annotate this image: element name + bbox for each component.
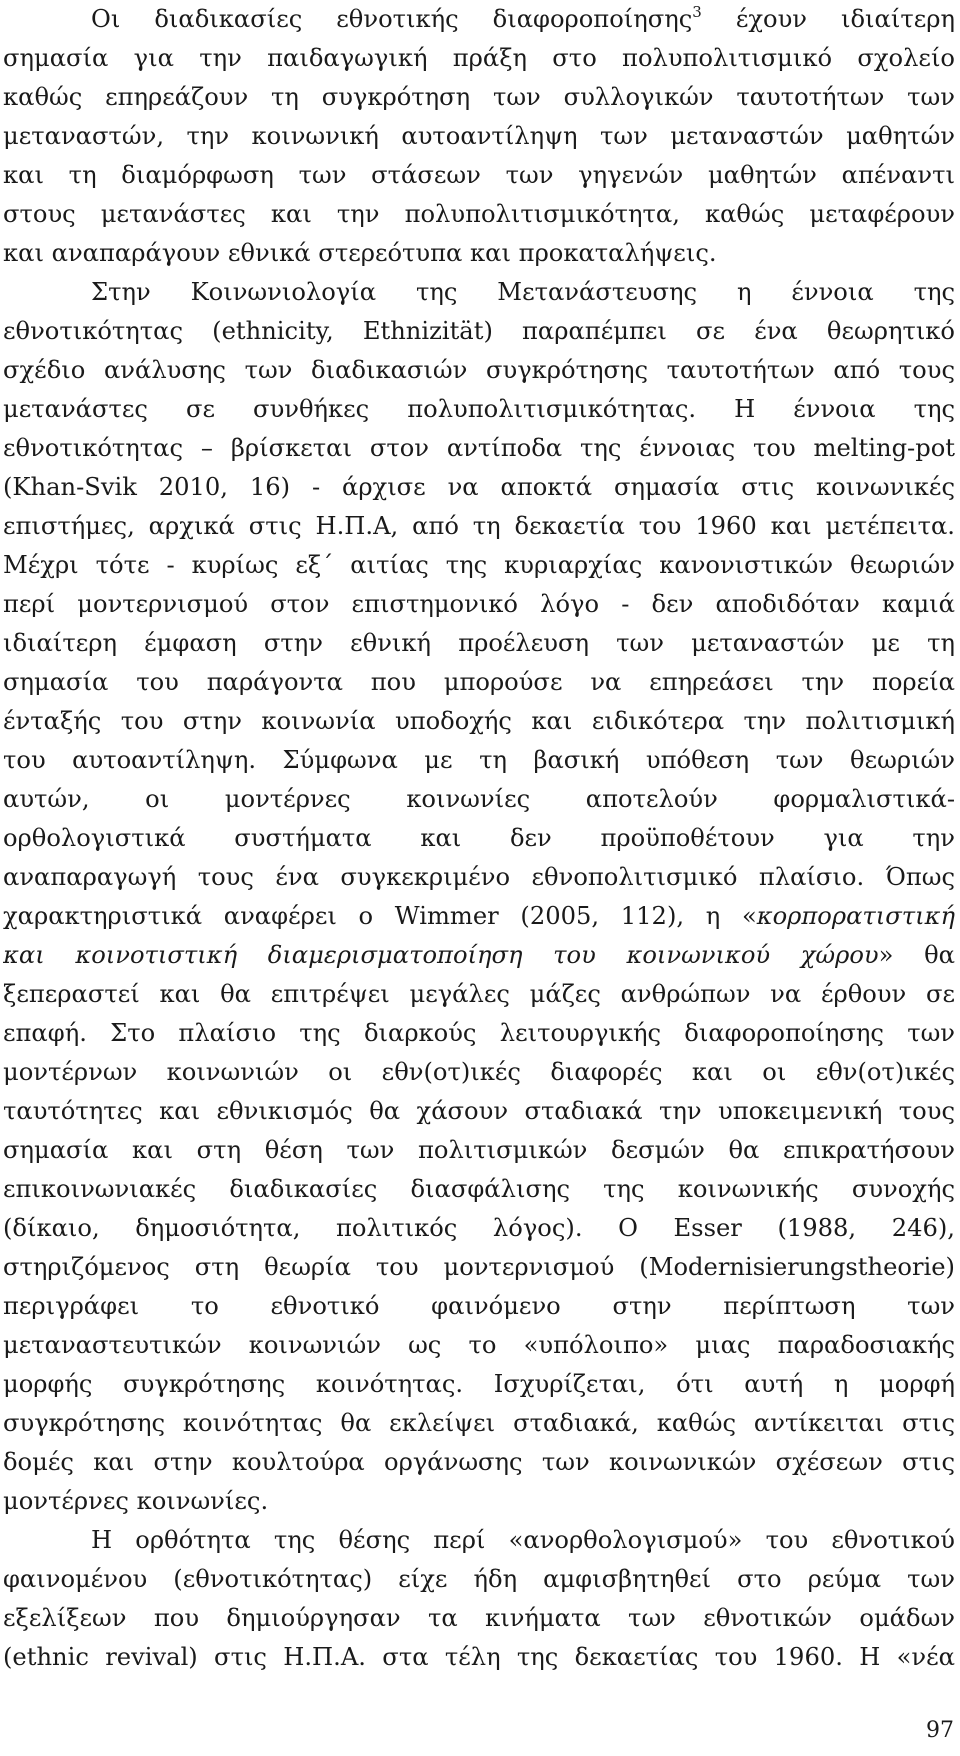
text-line: [3, 1443, 955, 1482]
text-line: [3, 936, 955, 975]
line-text: δομές και στην κουλτούρα οργάνωσης των κοινωνικών σχέσεων στις: [3, 1448, 955, 1476]
line-text: ξεπεραστεί και θα επιτρέψει μεγάλες μάζες ανθρώπων να έρθουν σε: [3, 980, 955, 1008]
line-text: επαφή. Στο πλαίσιο της διαρκούς λειτουργικής διαφοροποίησης των: [3, 1019, 955, 1047]
line-text: καθώς επηρεάζουν τη συγκρότηση των συλλογικών ταυτοτήτων των: [3, 83, 955, 111]
text-line: [3, 117, 955, 156]
text-line: [3, 624, 955, 663]
line-text: σημασία και στη θέση των πολιτισμικών δεσμών θα επικρατήσουν: [3, 1136, 955, 1164]
italic-quote: και κοινοτιστική διαμερισματοποίηση του κοινωνικού χώρου: [3, 941, 879, 969]
text-line: [3, 156, 955, 195]
text-line: [3, 1521, 955, 1560]
text-line: [3, 1599, 955, 1638]
text-line: [3, 351, 955, 390]
line-text: Η ορθότητα της θέσης περί «ανορθολογισμού» του εθνοτικού: [91, 1526, 955, 1554]
line-text: φαινομένου (εθνοτικότητας) είχε ήδη αμφισβητηθεί στο ρεύμα των: [3, 1565, 955, 1593]
line-text: Οι διαδικασίες εθνοτικής διαφοροποίησης: [91, 5, 693, 33]
text-line: [3, 1170, 955, 1209]
line-text: επιστήμες, αρχικά στις Η.Π.Α, από τη δεκαετία του 1960 και μετέπειτα.: [3, 512, 955, 540]
line-text: μεταναστευτικών κοινωνιών ως το «υπόλοιπο» μιας παραδοσιακής: [3, 1331, 955, 1359]
line-text: εθνοτικότητας (ethnicity, Ethnizität) παραπέμπει σε ένα θεωρητικό: [3, 317, 955, 345]
line-text: και αναπαράγουν εθνικά στερεότυπα και προκαταλήψεις.: [3, 239, 717, 267]
text-line: [3, 1482, 955, 1521]
text-line: [3, 1560, 955, 1599]
line-text: σχέδιο ανάλυσης των διαδικασιών συγκρότησης ταυτοτήτων από τους: [3, 356, 955, 384]
text-line: [3, 741, 955, 780]
text-line: [3, 780, 955, 819]
text-line: [3, 429, 955, 468]
line-text: και τη διαμόρφωση των στάσεων των γηγενών μαθητών απέναντι: [3, 161, 955, 189]
line-text: μοντέρνες κοινωνίες.: [3, 1487, 269, 1515]
line-text-continued: έχουν ιδιαίτερη: [701, 5, 955, 33]
body-text: [3, 0, 955, 1677]
line-text: συγκρότησης κοινότητας θα εκλείψει σταδιακά, καθώς αντίκειται στις: [3, 1409, 955, 1437]
text-line: [3, 1131, 955, 1170]
line-text: αναπαραγωγή τους ένα συγκεκριμένο εθνοπολιτισμικό πλαίσιο. Όπως: [3, 863, 955, 891]
line-text: σημασία του παράγοντα που μπορούσε να επηρεάσει την πορεία: [3, 668, 955, 696]
text-line: [3, 195, 955, 234]
text-line: [3, 1209, 955, 1248]
line-text: μορφής συγκρότησης κοινότητας. Ισχυρίζεται, ότι αυτή η μορφή: [3, 1370, 955, 1398]
footnote-marker: 3: [692, 3, 702, 21]
line-text: περί μοντερνισμού στον επιστημονικό λόγο - δεν αποδιδόταν καμιά: [3, 590, 955, 618]
text-line: [3, 1404, 955, 1443]
line-text: στους μετανάστες και την πολυπολιτισμικότητα, καθώς μεταφέρουν: [3, 200, 955, 228]
page-number: 97: [926, 1718, 954, 1743]
line-text: αυτών, οι μοντέρνες κοινωνίες αποτελούν φορμαλιστικά-: [3, 785, 955, 813]
text-line: [3, 858, 955, 897]
text-line: [3, 1053, 955, 1092]
line-text: Στην Κοινωνιολογία της Μετανάστευσης η έννοια της: [91, 278, 955, 306]
text-line: [3, 546, 955, 585]
text-line: [3, 585, 955, 624]
text-line: [3, 78, 955, 117]
line-text: επικοινωνιακές διαδικασίες διασφάλισης της κοινωνικής συνοχής: [3, 1175, 955, 1203]
text-line: [3, 0, 955, 39]
line-text: μετανάστες σε συνθήκες πολυπολιτισμικότητας. Η έννοια της: [3, 395, 955, 423]
line-text: ιδιαίτερη έμφαση στην εθνική προέλευση των μεταναστών με τη: [3, 629, 955, 657]
line-text: χαρακτηριστικά αναφέρει ο Wimmer (2005, 112), η «: [3, 902, 757, 930]
line-text: (Khan-Svik 2010, 16) - άρχισε να αποκτά σημασία στις κοινωνικές: [3, 473, 955, 501]
line-text: (δίκαιο, δημοσιότητα, πολιτικός λόγος). Ο Esser (1988, 246),: [3, 1214, 955, 1242]
line-text: σημασία για την παιδαγωγική πράξη στο πολυπολιτισμικό σχολείο: [3, 44, 955, 72]
text-line: [3, 663, 955, 702]
text-line: [3, 819, 955, 858]
text-line: [3, 39, 955, 78]
text-line: [3, 234, 955, 273]
text-line: [3, 1248, 955, 1287]
italic-quote: κορπορατιστική: [756, 902, 955, 930]
line-text: ταυτότητες και εθνικισμός θα χάσουν σταδιακά την υποκειμενική τους: [3, 1097, 955, 1125]
line-text: (ethnic revival) στις Η.Π.Α. στα τέλη της δεκαετίας του 1960. Η «νέα: [3, 1643, 955, 1671]
line-text-continued: » θα: [878, 941, 955, 969]
text-line: [3, 390, 955, 429]
text-line: [3, 1092, 955, 1131]
line-text: εθνοτικότητας – βρίσκεται στον αντίποδα της έννοιας του melting-pot: [3, 434, 955, 462]
line-text: στηριζόμενος στη θεωρία του μοντερνισμού (Modernisierungstheorie): [3, 1253, 955, 1281]
text-line: [3, 468, 955, 507]
line-text: ένταξής του στην κοινωνία υποδοχής και ειδικότερα την πολιτισμική: [3, 707, 955, 735]
text-line: [3, 1287, 955, 1326]
line-text: μοντέρνων κοινωνιών οι εθν(οτ)ικές διαφορές και οι εθν(οτ)ικές: [3, 1058, 955, 1086]
line-text: μεταναστών, την κοινωνική αυτοαντίληψη των μεταναστών μαθητών: [3, 122, 955, 150]
text-line: [3, 1326, 955, 1365]
text-line: [3, 273, 955, 312]
text-line: [3, 507, 955, 546]
text-line: [3, 1638, 955, 1677]
line-text: Μέχρι τότε - κυρίως εξ΄ αιτίας της κυριαρχίας κανονιστικών θεωριών: [3, 551, 955, 579]
text-line: [3, 702, 955, 741]
line-text: ορθολογιστικά συστήματα και δεν προϋποθέτουν για την: [3, 824, 955, 852]
line-text: εξελίξεων που δημιούργησαν τα κινήματα των εθνοτικών ομάδων: [3, 1604, 955, 1632]
text-line: [3, 312, 955, 351]
line-text: περιγράφει το εθνοτικό φαινόμενο στην περίπτωση των: [3, 1292, 955, 1320]
line-text: του αυτοαντίληψη. Σύμφωνα με τη βασική υπόθεση των θεωριών: [3, 746, 955, 774]
text-line: [3, 1365, 955, 1404]
text-line: [3, 1014, 955, 1053]
text-line: [3, 897, 955, 936]
text-line: [3, 975, 955, 1014]
